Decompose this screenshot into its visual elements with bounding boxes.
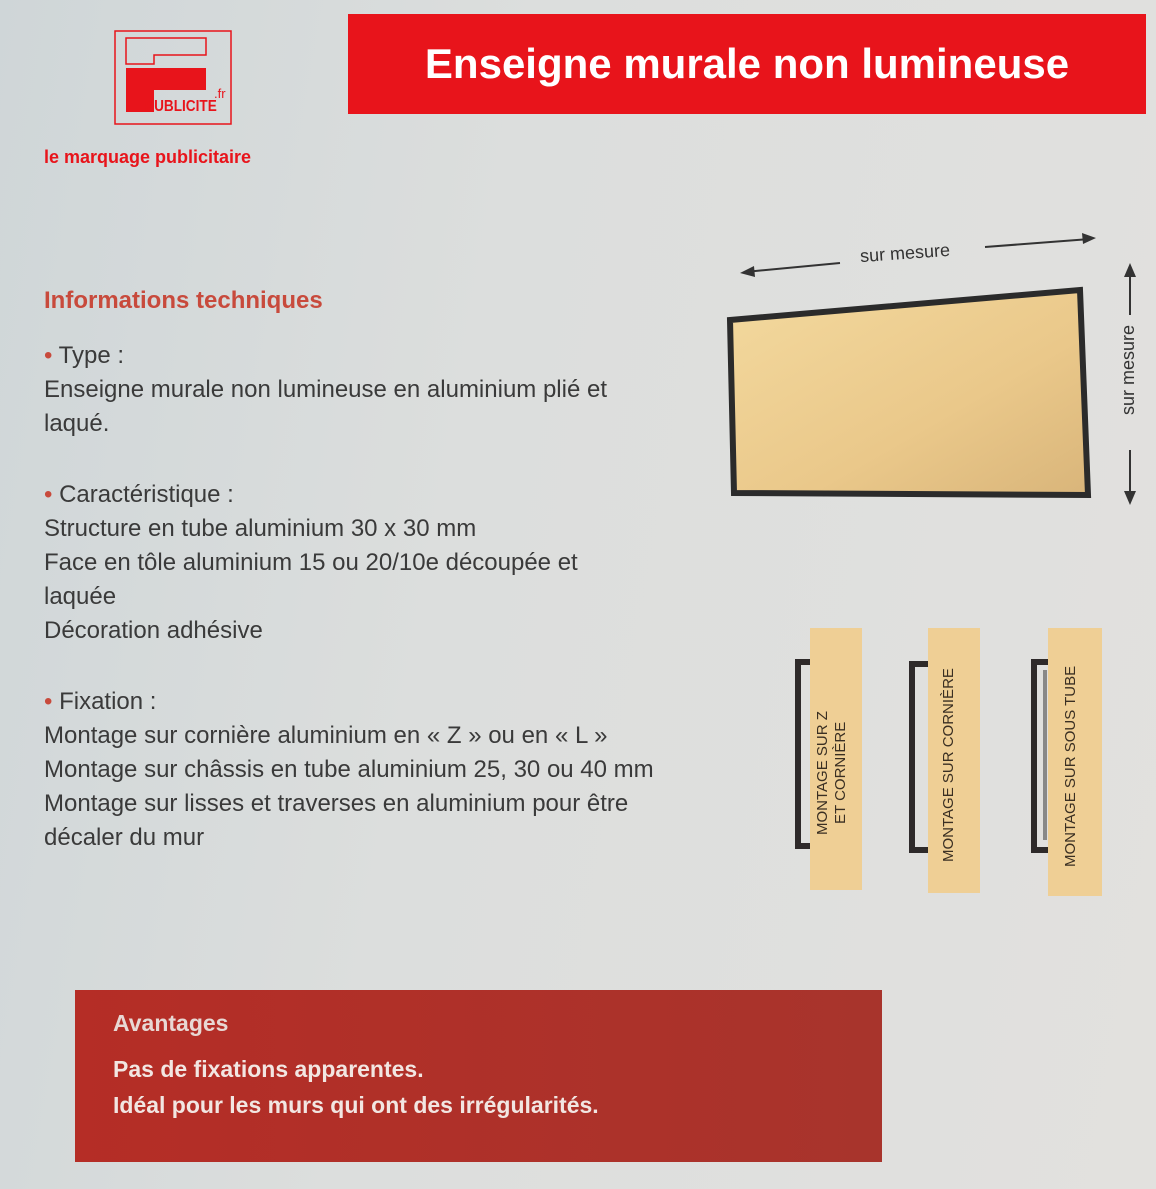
avantages-panel (75, 990, 882, 1162)
section-caracteristique: • Caractéristique : Structure en tube aluminium 30 x 30 mm Face en tôle aluminium 15 ou 20/10e découpée et laquée Décoration adhésive (44, 481, 578, 644)
avantages-heading: Avantages (113, 1010, 229, 1036)
height-label: sur mesure (1118, 325, 1138, 416)
section-fixation: • Fixation : Montage sur cornière aluminium en « Z » ou en « L » Montage sur châssis en tube aluminium 25, 30 ou 40 mm Montage sur lisses et traverses en aluminium pour être décaler du mur (44, 688, 654, 851)
width-label: sur mesure (859, 239, 951, 267)
mounting-diagrams (790, 628, 1120, 898)
avantage-item: Idéal pour les murs qui ont des irrégularités. (113, 1092, 599, 1118)
tagline: le marquage publicitaire (44, 147, 252, 167)
mount-label-corniere: MONTAGE SUR CORNIÈRE (940, 668, 957, 862)
page-title: Enseigne murale non lumineuse (348, 14, 1146, 114)
avantage-item: Pas de fixations apparentes. (113, 1056, 424, 1082)
logo-suffix: .fr (214, 86, 226, 101)
logo-text: PUBLICITE (145, 98, 217, 115)
section-type: • Type : Enseigne murale non lumineuse en aluminium plié et laqué. (44, 342, 607, 437)
sign-diagram (720, 225, 1150, 525)
info-heading: Informations techniques (44, 287, 323, 314)
mount-label-z: MONTAGE SUR Z ET CORNIÈRE (814, 711, 849, 835)
mount-label-sous-tube: MONTAGE SUR SOUS TUBE (1062, 665, 1079, 867)
logo (114, 30, 232, 125)
